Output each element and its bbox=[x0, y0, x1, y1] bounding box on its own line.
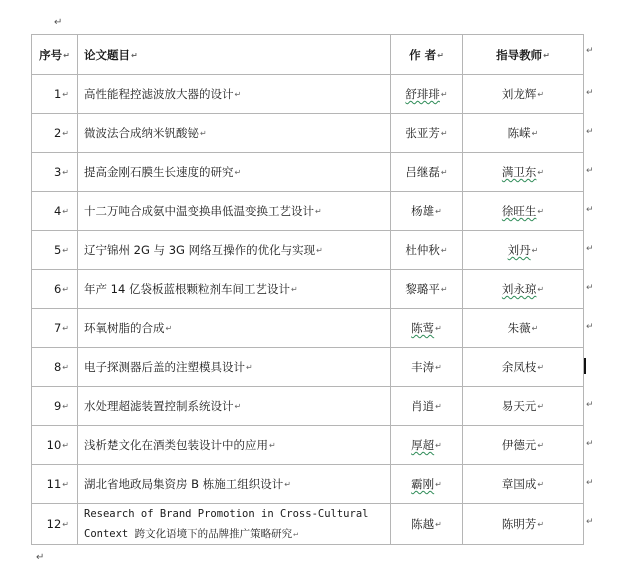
row-no-cell[interactable] bbox=[32, 504, 78, 545]
row-advisor-cell[interactable] bbox=[463, 153, 584, 192]
row-advisor-cell[interactable] bbox=[463, 270, 584, 309]
cell-end-mark: ↵ bbox=[531, 246, 539, 255]
row-advisor: 满卫东 bbox=[501, 165, 537, 179]
cell-end-mark: ↵ bbox=[435, 207, 442, 216]
row-author-cell[interactable] bbox=[391, 504, 463, 545]
cell-end-mark: ↵ bbox=[246, 363, 253, 372]
row-author-cell[interactable] bbox=[391, 348, 463, 387]
row-advisor: 刘丹 bbox=[507, 243, 531, 257]
table-row bbox=[32, 231, 584, 270]
row-title: 电子探测器后盖的注塑模具设计 bbox=[84, 360, 245, 374]
row-advisor: 刘龙辉 bbox=[501, 87, 537, 101]
row-author-cell[interactable] bbox=[391, 309, 463, 348]
row-no-cell[interactable] bbox=[32, 192, 78, 231]
row-advisor-cell[interactable] bbox=[463, 387, 584, 426]
table-row bbox=[32, 387, 584, 426]
row-no-cell[interactable] bbox=[32, 75, 78, 114]
row-title: 环氧树脂的合成 bbox=[84, 321, 165, 335]
thesis-table bbox=[31, 34, 584, 545]
row-author: 陈越 bbox=[411, 517, 435, 531]
cell-end-mark: ↵ bbox=[537, 90, 545, 99]
cell-end-mark: ↵ bbox=[62, 129, 69, 138]
header-title: 论文题目 bbox=[84, 47, 130, 62]
row-title-line1: Research of Brand Promotion in Cross-Cultural bbox=[84, 508, 369, 520]
row-advisor: 陈嵘 bbox=[507, 126, 531, 140]
cell-end-mark: ↵ bbox=[537, 168, 545, 177]
row-advisor-cell[interactable] bbox=[463, 75, 584, 114]
row-advisor: 易天元 bbox=[501, 399, 537, 413]
header-author: 作 者 bbox=[409, 47, 437, 62]
row-title-line2: Context 跨文化语境下的品牌推广策略研究 bbox=[84, 528, 293, 540]
row-no: 9 bbox=[53, 399, 62, 413]
cell-end-mark: ↵ bbox=[62, 441, 69, 450]
row-author: 丰涛 bbox=[411, 360, 435, 374]
row-title-cell[interactable] bbox=[78, 348, 391, 387]
row-advisor: 伊德元 bbox=[501, 438, 537, 452]
row-end-mark: ↵ bbox=[586, 322, 594, 332]
row-title: 微波法合成纳米钒酸铋 bbox=[84, 126, 199, 140]
cell-end-mark: ↵ bbox=[315, 207, 322, 216]
row-end-mark: ↵ bbox=[586, 88, 594, 98]
cell-end-mark: ↵ bbox=[543, 50, 550, 60]
row-title: 水处理超滤装置控制系统设计 bbox=[84, 399, 234, 413]
row-author: 杨雄 bbox=[411, 204, 435, 218]
cell-end-mark: ↵ bbox=[62, 520, 69, 529]
cell-end-mark: ↵ bbox=[62, 207, 69, 216]
row-no: 8 bbox=[53, 360, 62, 374]
row-end-mark: ↵ bbox=[586, 46, 594, 56]
header-advisor: 指导教师 bbox=[496, 47, 543, 62]
table-header-row bbox=[32, 35, 584, 75]
cell-end-mark: ↵ bbox=[437, 50, 444, 60]
row-no-cell[interactable] bbox=[32, 153, 78, 192]
table-row bbox=[32, 348, 584, 387]
row-end-mark: ↵ bbox=[586, 478, 594, 488]
cell-end-mark: ↵ bbox=[62, 363, 69, 372]
row-author-cell[interactable] bbox=[391, 465, 463, 504]
row-author-cell[interactable] bbox=[391, 270, 463, 309]
row-title-cell[interactable] bbox=[78, 270, 391, 309]
row-advisor-cell[interactable] bbox=[463, 465, 584, 504]
row-author: 杜仲秋 bbox=[405, 243, 440, 257]
row-no-cell[interactable] bbox=[32, 309, 78, 348]
row-title-cell[interactable] bbox=[78, 387, 391, 426]
row-end-mark: ↵ bbox=[586, 439, 594, 449]
row-no: 12 bbox=[46, 517, 62, 531]
cell-end-mark: ↵ bbox=[435, 520, 442, 529]
row-no-cell[interactable] bbox=[32, 270, 78, 309]
row-advisor: 刘永琼 bbox=[501, 282, 537, 296]
row-title-cell[interactable] bbox=[78, 309, 391, 348]
cell-end-mark: ↵ bbox=[62, 246, 69, 255]
cell-end-mark: ↵ bbox=[293, 529, 298, 538]
row-title-cell[interactable] bbox=[78, 504, 391, 545]
row-no: 4 bbox=[53, 204, 62, 218]
cell-end-mark: ↵ bbox=[537, 402, 545, 411]
row-author: 吕继磊 bbox=[405, 165, 440, 179]
row-advisor: 余凤枝 bbox=[501, 360, 537, 374]
row-advisor-cell[interactable] bbox=[463, 426, 584, 465]
cell-end-mark: ↵ bbox=[537, 480, 545, 489]
row-title: 提高金刚石膜生长速度的研究 bbox=[84, 165, 234, 179]
row-title: 浅析楚文化在酒类包装设计中的应用 bbox=[84, 438, 268, 452]
row-advisor-cell[interactable] bbox=[463, 114, 584, 153]
table-row bbox=[32, 114, 584, 153]
row-advisor: 章国成 bbox=[501, 477, 537, 491]
row-title-cell[interactable] bbox=[78, 192, 391, 231]
row-end-mark: ↵ bbox=[586, 166, 594, 176]
row-no: 6 bbox=[53, 282, 62, 296]
row-end-mark: ↵ bbox=[586, 283, 594, 293]
table-row bbox=[32, 465, 584, 504]
row-end-mark: ↵ bbox=[586, 205, 594, 215]
cell-end-mark: ↵ bbox=[435, 441, 442, 450]
row-author: 肖逍 bbox=[411, 399, 435, 413]
row-author-cell[interactable] bbox=[391, 231, 463, 270]
row-author: 张亚芳 bbox=[405, 126, 440, 140]
cell-end-mark: ↵ bbox=[531, 129, 539, 138]
cell-end-mark: ↵ bbox=[537, 520, 545, 529]
cell-end-mark: ↵ bbox=[62, 285, 69, 294]
table-row bbox=[32, 426, 584, 465]
table-row bbox=[32, 75, 584, 114]
cell-end-mark: ↵ bbox=[537, 207, 545, 216]
row-author: 舒琲琲 bbox=[405, 87, 440, 101]
cell-end-mark: ↵ bbox=[200, 129, 207, 138]
cell-end-mark: ↵ bbox=[165, 324, 173, 333]
header-no: 序号 bbox=[39, 47, 63, 62]
row-end-mark: ↵ bbox=[586, 400, 594, 410]
cell-end-mark: ↵ bbox=[435, 402, 442, 411]
row-no: 10 bbox=[46, 438, 62, 452]
cell-end-mark: ↵ bbox=[63, 50, 70, 60]
row-author: 厚超 bbox=[411, 438, 435, 452]
row-author: 黎璐平 bbox=[405, 282, 440, 296]
row-no-cell[interactable] bbox=[32, 387, 78, 426]
table-row bbox=[32, 309, 584, 348]
cell-end-mark: ↵ bbox=[234, 168, 242, 177]
row-no-cell[interactable] bbox=[32, 114, 78, 153]
row-author-cell[interactable] bbox=[391, 192, 463, 231]
row-title-cell[interactable] bbox=[78, 153, 391, 192]
header-advisor-cell[interactable] bbox=[463, 35, 584, 75]
row-author-cell[interactable] bbox=[391, 426, 463, 465]
row-author-cell[interactable] bbox=[391, 153, 463, 192]
row-advisor-cell[interactable] bbox=[463, 192, 584, 231]
row-no-cell[interactable] bbox=[32, 231, 78, 270]
row-end-mark: ↵ bbox=[586, 244, 594, 254]
row-author: 霸刚 bbox=[411, 477, 435, 491]
row-title: 十二万吨合成氨中温变换串低温变换工艺设计 bbox=[84, 204, 314, 218]
row-advisor-cell[interactable] bbox=[463, 309, 584, 348]
row-advisor-cell[interactable] bbox=[463, 231, 584, 270]
row-advisor-cell[interactable] bbox=[463, 504, 584, 545]
cell-end-mark: ↵ bbox=[440, 246, 448, 255]
row-title: 高性能程控滤波放大器的设计 bbox=[84, 87, 234, 101]
cell-end-mark: ↵ bbox=[435, 324, 442, 333]
row-title: 辽宁锦州 2G 与 3G 网络互操作的优化与实现 bbox=[84, 243, 316, 257]
row-author-cell[interactable] bbox=[391, 387, 463, 426]
header-title-cell[interactable] bbox=[78, 35, 391, 75]
row-title-cell[interactable] bbox=[78, 426, 391, 465]
row-title-cell[interactable] bbox=[78, 75, 391, 114]
paragraph-mark: ↵ bbox=[54, 17, 63, 28]
row-title-cell[interactable] bbox=[78, 114, 391, 153]
cell-end-mark: ↵ bbox=[537, 285, 545, 294]
row-no: 5 bbox=[53, 243, 62, 257]
cell-end-mark: ↵ bbox=[290, 285, 298, 294]
cell-end-mark: ↵ bbox=[435, 480, 442, 489]
cell-end-mark: ↵ bbox=[440, 129, 448, 138]
row-no: 7 bbox=[53, 321, 62, 335]
row-author-cell[interactable] bbox=[391, 75, 463, 114]
cell-end-mark: ↵ bbox=[440, 285, 448, 294]
table-row bbox=[32, 270, 584, 309]
row-title: 年产 14 亿袋板蓝根颗粒剂车间工艺设计 bbox=[84, 282, 290, 296]
row-end-mark: ↵ bbox=[586, 127, 594, 137]
row-advisor: 陈明芳 bbox=[501, 517, 537, 531]
cell-end-mark: ↵ bbox=[131, 50, 138, 60]
cell-end-mark: ↵ bbox=[531, 324, 539, 333]
cell-end-mark: ↵ bbox=[234, 402, 242, 411]
row-advisor: 朱薇 bbox=[507, 321, 531, 335]
row-no-cell[interactable] bbox=[32, 348, 78, 387]
row-no: 3 bbox=[53, 165, 62, 179]
header-author-cell[interactable] bbox=[391, 35, 463, 75]
header-no-cell[interactable] bbox=[32, 35, 78, 75]
cell-end-mark: ↵ bbox=[440, 168, 448, 177]
row-no: 1 bbox=[53, 87, 62, 101]
row-no: 11 bbox=[46, 477, 62, 491]
row-no-cell[interactable] bbox=[32, 426, 78, 465]
cell-end-mark: ↵ bbox=[440, 90, 448, 99]
cell-end-mark: ↵ bbox=[316, 246, 323, 255]
cell-end-mark: ↵ bbox=[62, 402, 69, 411]
table-row bbox=[32, 153, 584, 192]
paragraph-mark: ↵ bbox=[36, 552, 45, 563]
cell-end-mark: ↵ bbox=[269, 441, 276, 450]
row-advisor: 徐旺生 bbox=[501, 204, 537, 218]
row-end-mark: ↵ bbox=[586, 517, 594, 527]
table-row bbox=[32, 504, 584, 545]
row-author-cell[interactable] bbox=[391, 114, 463, 153]
row-title-cell[interactable] bbox=[78, 231, 391, 270]
cell-end-mark: ↵ bbox=[435, 363, 442, 372]
row-no: 2 bbox=[53, 126, 62, 140]
row-title-cell[interactable] bbox=[78, 465, 391, 504]
text-cursor bbox=[584, 358, 586, 374]
row-author: 陈莺 bbox=[411, 321, 435, 335]
cell-end-mark: ↵ bbox=[537, 441, 545, 450]
cell-end-mark: ↵ bbox=[284, 480, 291, 489]
cell-end-mark: ↵ bbox=[62, 90, 69, 99]
table-row bbox=[32, 192, 584, 231]
cell-end-mark: ↵ bbox=[62, 480, 69, 489]
cell-end-mark: ↵ bbox=[62, 168, 69, 177]
row-advisor-cell[interactable] bbox=[463, 348, 584, 387]
cell-end-mark: ↵ bbox=[62, 324, 69, 333]
row-no-cell[interactable] bbox=[32, 465, 78, 504]
cell-end-mark: ↵ bbox=[234, 90, 242, 99]
cell-end-mark: ↵ bbox=[537, 363, 545, 372]
row-title: 湖北省地政局集资房 B 栋施工组织设计 bbox=[84, 477, 284, 491]
